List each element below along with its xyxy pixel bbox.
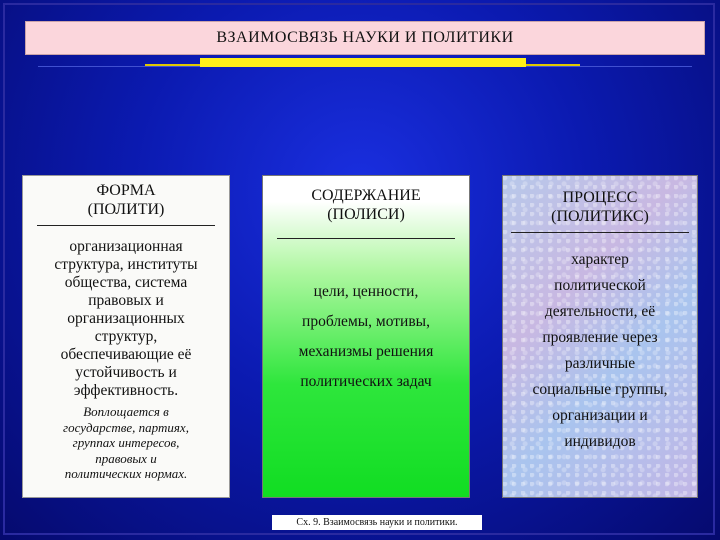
form-body bbox=[23, 238, 229, 400]
form-note-line: Воплощается в bbox=[83, 404, 169, 419]
form-body-line: общества, система bbox=[64, 274, 188, 291]
form-body-line: эффективность. bbox=[73, 382, 179, 399]
form-body-line: организационная bbox=[69, 238, 183, 255]
form-note-line: правовых и bbox=[95, 450, 157, 466]
content-column bbox=[262, 175, 470, 498]
form-body-line: структур, bbox=[94, 328, 158, 345]
title-accent-left bbox=[145, 64, 205, 66]
form-body-line: организационных bbox=[67, 310, 185, 327]
form-body-line: обеспечивающие её bbox=[60, 346, 192, 363]
process-body-line: организации и bbox=[552, 407, 648, 424]
slide-title-bar bbox=[25, 21, 705, 55]
process-body-line: социальные группы, bbox=[532, 381, 668, 398]
content-header-line: СОДЕРЖАНИЕ bbox=[311, 187, 421, 204]
form-note-line: государстве, партиях, bbox=[63, 419, 189, 435]
process-header-line: (ПОЛИТИКС) bbox=[551, 208, 649, 225]
content-body bbox=[263, 277, 469, 397]
yellow-accent-bar bbox=[200, 58, 526, 67]
process-column bbox=[502, 175, 698, 498]
content-body-line: политических задач bbox=[300, 373, 432, 390]
content-header-line: (ПОЛИСИ) bbox=[327, 206, 405, 223]
content-body-line: механизмы решения bbox=[298, 343, 434, 360]
form-note-line: политических нормах. bbox=[64, 466, 188, 481]
content-header bbox=[263, 186, 469, 224]
process-body-line: индивидов bbox=[564, 433, 636, 450]
form-header-line: (ПОЛИТИ) bbox=[87, 201, 165, 218]
form-header-line: ФОРМА bbox=[96, 182, 156, 199]
process-header-line: ПРОЦЕСС bbox=[562, 189, 638, 206]
form-column bbox=[22, 175, 230, 498]
form-note-line: группах интересов, bbox=[72, 435, 180, 450]
content-body-line: проблемы, мотивы, bbox=[302, 313, 430, 330]
process-divider bbox=[511, 232, 689, 233]
process-body-line: проявление через bbox=[542, 329, 658, 346]
process-body-line: различные bbox=[564, 355, 636, 372]
form-note bbox=[23, 404, 229, 482]
form-header bbox=[23, 181, 229, 219]
form-body-line: устойчивость и bbox=[75, 364, 177, 381]
content-body-line: цели, ценности, bbox=[313, 283, 419, 300]
form-body-line: правовых и bbox=[88, 292, 164, 309]
slide-title: ВЗАИМОСВЯЗЬ НАУКИ И ПОЛИТИКИ bbox=[216, 29, 514, 46]
content-divider bbox=[277, 238, 455, 239]
process-body-line: деятельности, её bbox=[544, 303, 656, 320]
process-body bbox=[503, 247, 697, 455]
form-body-line: структура, институты bbox=[54, 256, 198, 273]
form-divider bbox=[37, 225, 215, 226]
figure-caption: Сх. 9. Взаимосвязь науки и политики. bbox=[272, 515, 482, 530]
process-header bbox=[503, 188, 697, 226]
process-body-line: политической bbox=[554, 277, 646, 294]
process-body-line: характер bbox=[571, 251, 629, 268]
title-accent-right bbox=[520, 64, 580, 66]
